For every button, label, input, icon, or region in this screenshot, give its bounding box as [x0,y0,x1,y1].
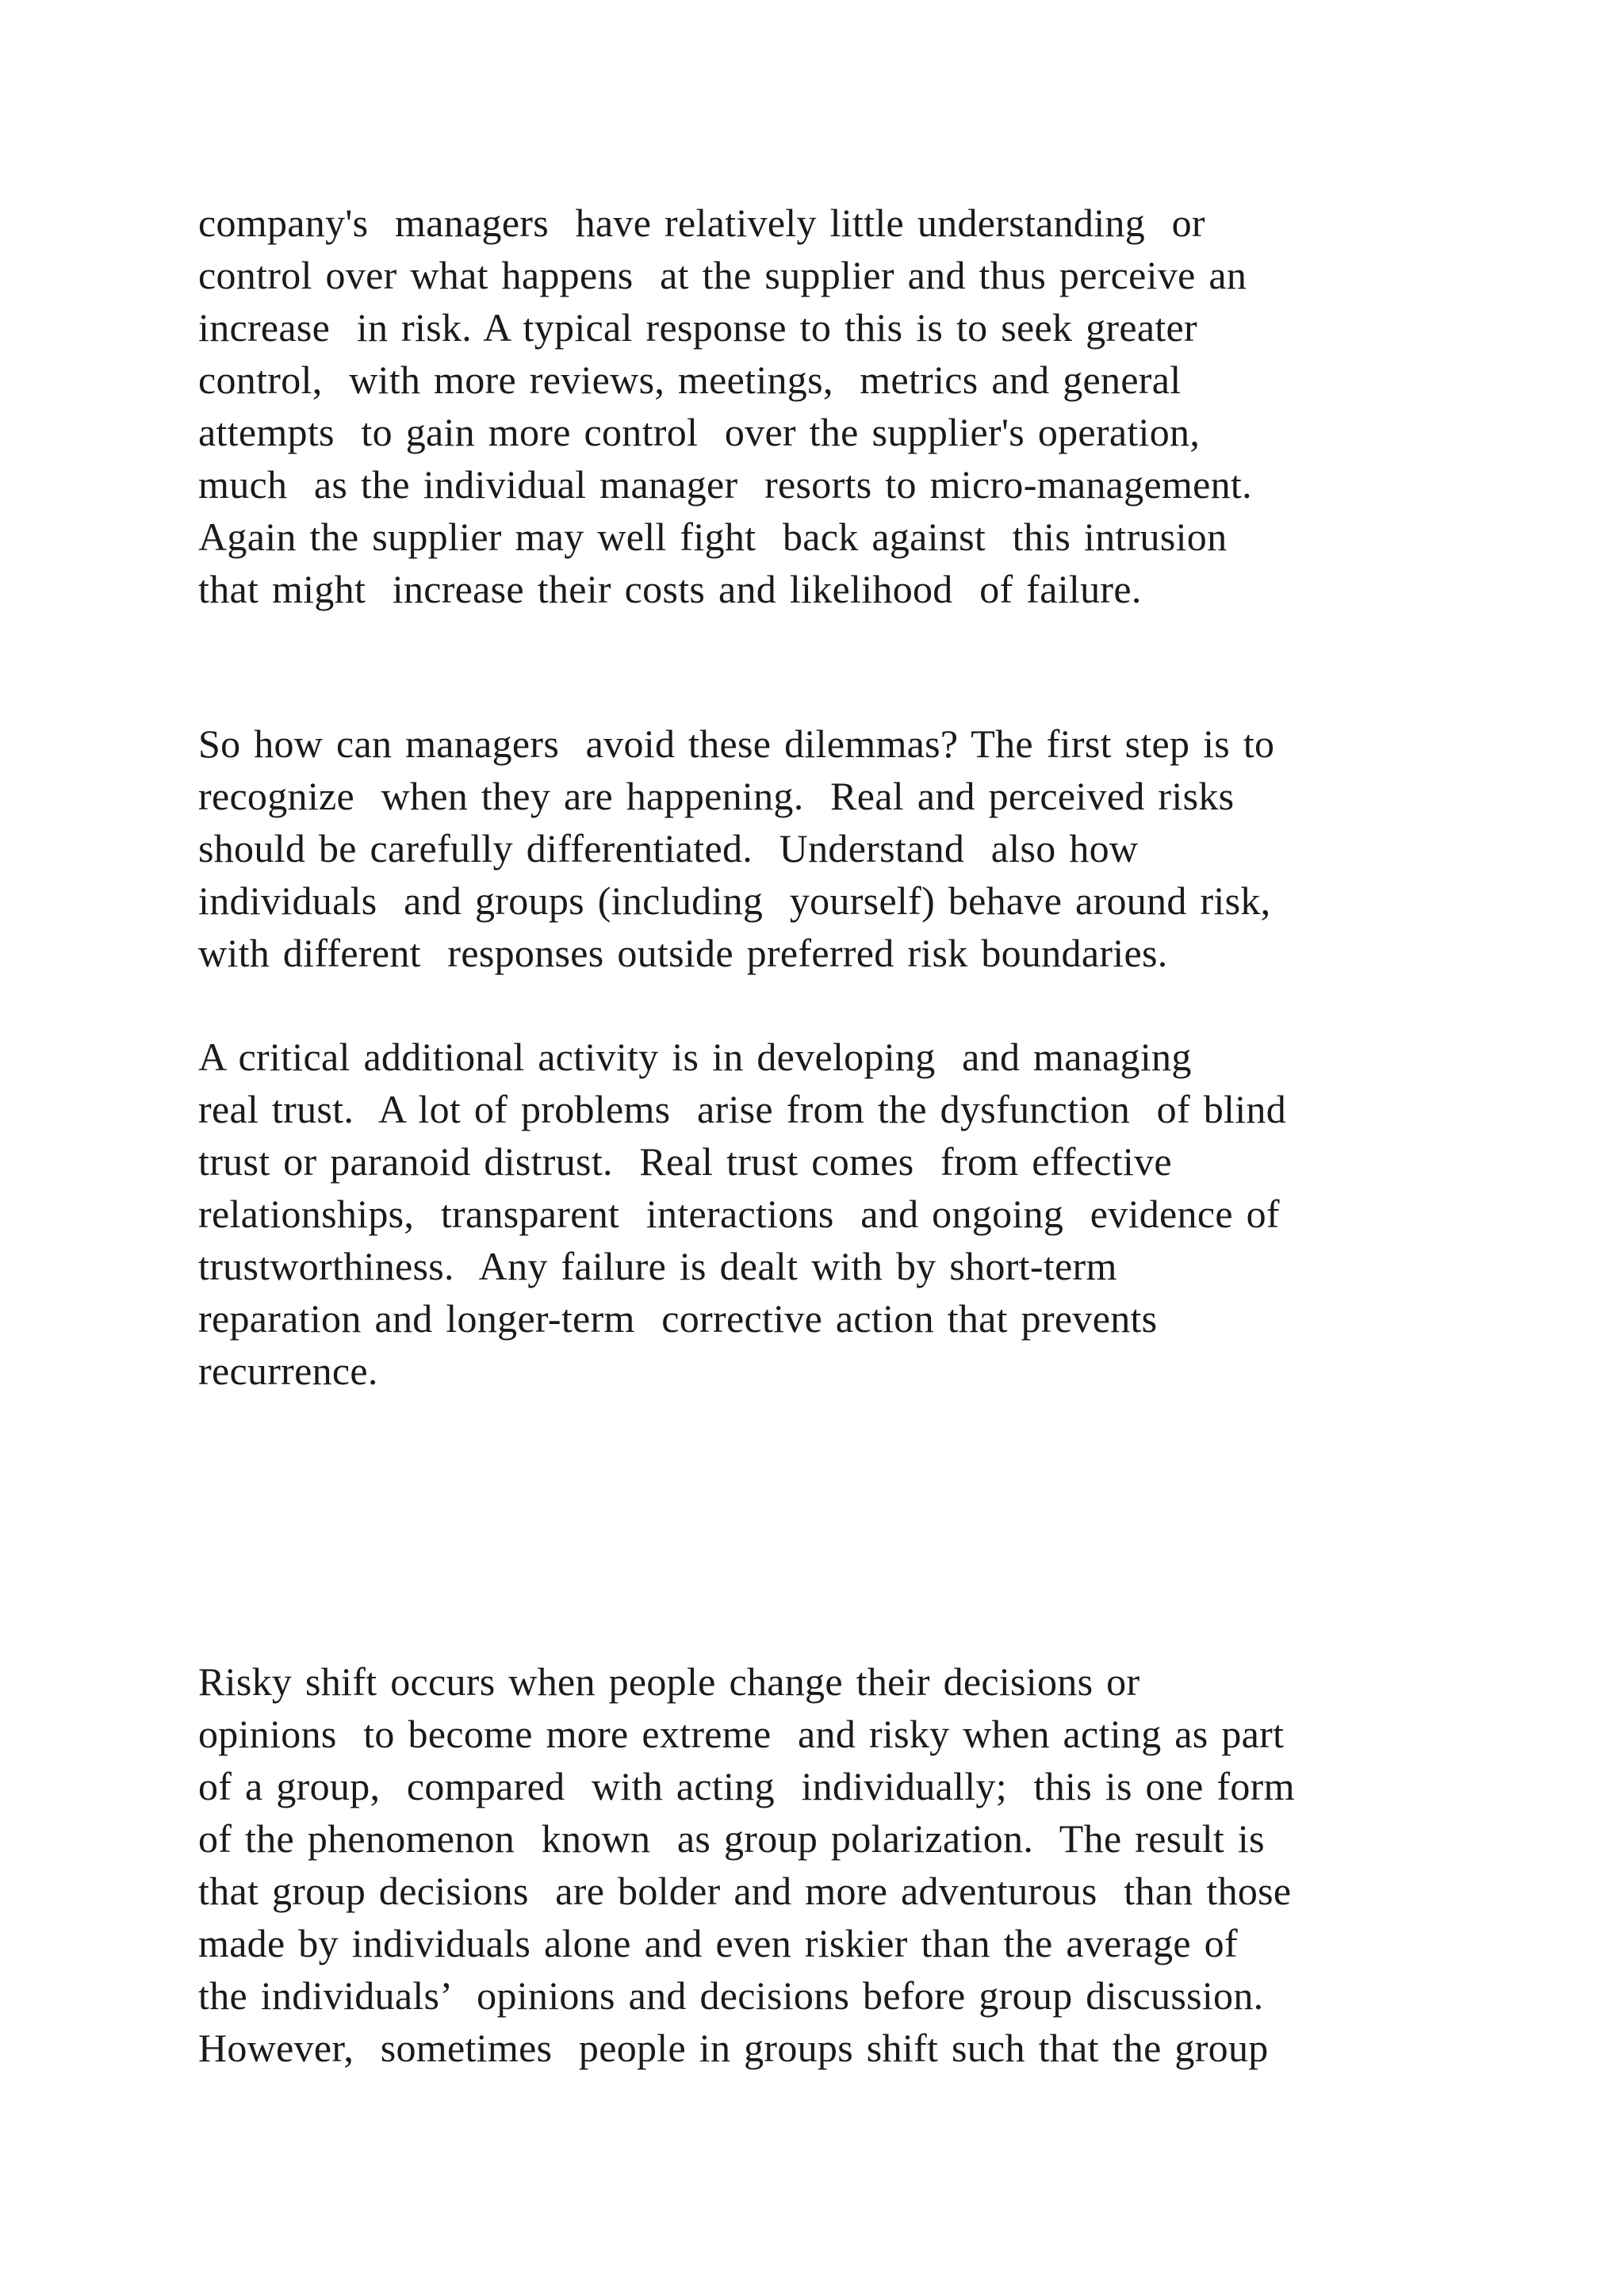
text-line: made by individuals alone and even riskier than the average of [198,1921,1238,1965]
text-line: company's managers have relatively little understanding or [198,201,1205,245]
text-line: individuals and groups (including yourself) behave around risk, [198,878,1271,923]
text-line: real trust. A lot of problems arise from the dysfunction of blind [198,1087,1287,1131]
text-line: should be carefully differentiated. Understand also how [198,826,1139,871]
text-line: with different responses outside preferred risk boundaries. [198,931,1168,975]
text-line: A critical additional activity is in developing and managing [198,1035,1192,1079]
text-line: of the phenomenon known as group polarization. The result is [198,1816,1265,1861]
text-line: that might increase their costs and likelihood of failure. [198,567,1142,611]
text-line: recognize when they are happening. Real and perceived risks [198,774,1235,818]
text-line: trustworthiness. Any failure is dealt with by short-term [198,1244,1117,1288]
text-line: So how can managers avoid these dilemmas? The first step is to [198,721,1275,766]
text-line: attempts to gain more control over the supplier's operation, [198,410,1201,454]
text-line: Again the supplier may well fight back against this intrusion [198,515,1228,559]
text-line: increase in risk. A typical response to this is to seek greater [198,305,1197,350]
text-line: of a group, compared with acting individually; this is one form [198,1764,1295,1808]
text-line: relationships, transparent interactions and ongoing evidence of [198,1192,1280,1236]
text-line: much as the individual manager resorts to micro-management. [198,462,1252,507]
text-line: opinions to become more extreme and risky when acting as part [198,1712,1285,1756]
text-line: reparation and longer-term corrective action that prevents [198,1296,1158,1341]
text-line: recurrence. [198,1349,378,1393]
text-line: However, sometimes people in groups shift such that the group [198,2026,1269,2070]
text-line: trust or paranoid distrust. Real trust comes from effective [198,1139,1172,1184]
text-line: control over what happens at the supplier and thus perceive an [198,253,1247,297]
text-line: control, with more reviews, meetings, metrics and general [198,358,1182,402]
text-line: Risky shift occurs when people change their decisions or [198,1659,1140,1704]
text-line: the individuals’ opinions and decisions before group discussion. [198,1973,1264,2018]
text-line: that group decisions are bolder and more adventurous than those [198,1869,1292,1913]
